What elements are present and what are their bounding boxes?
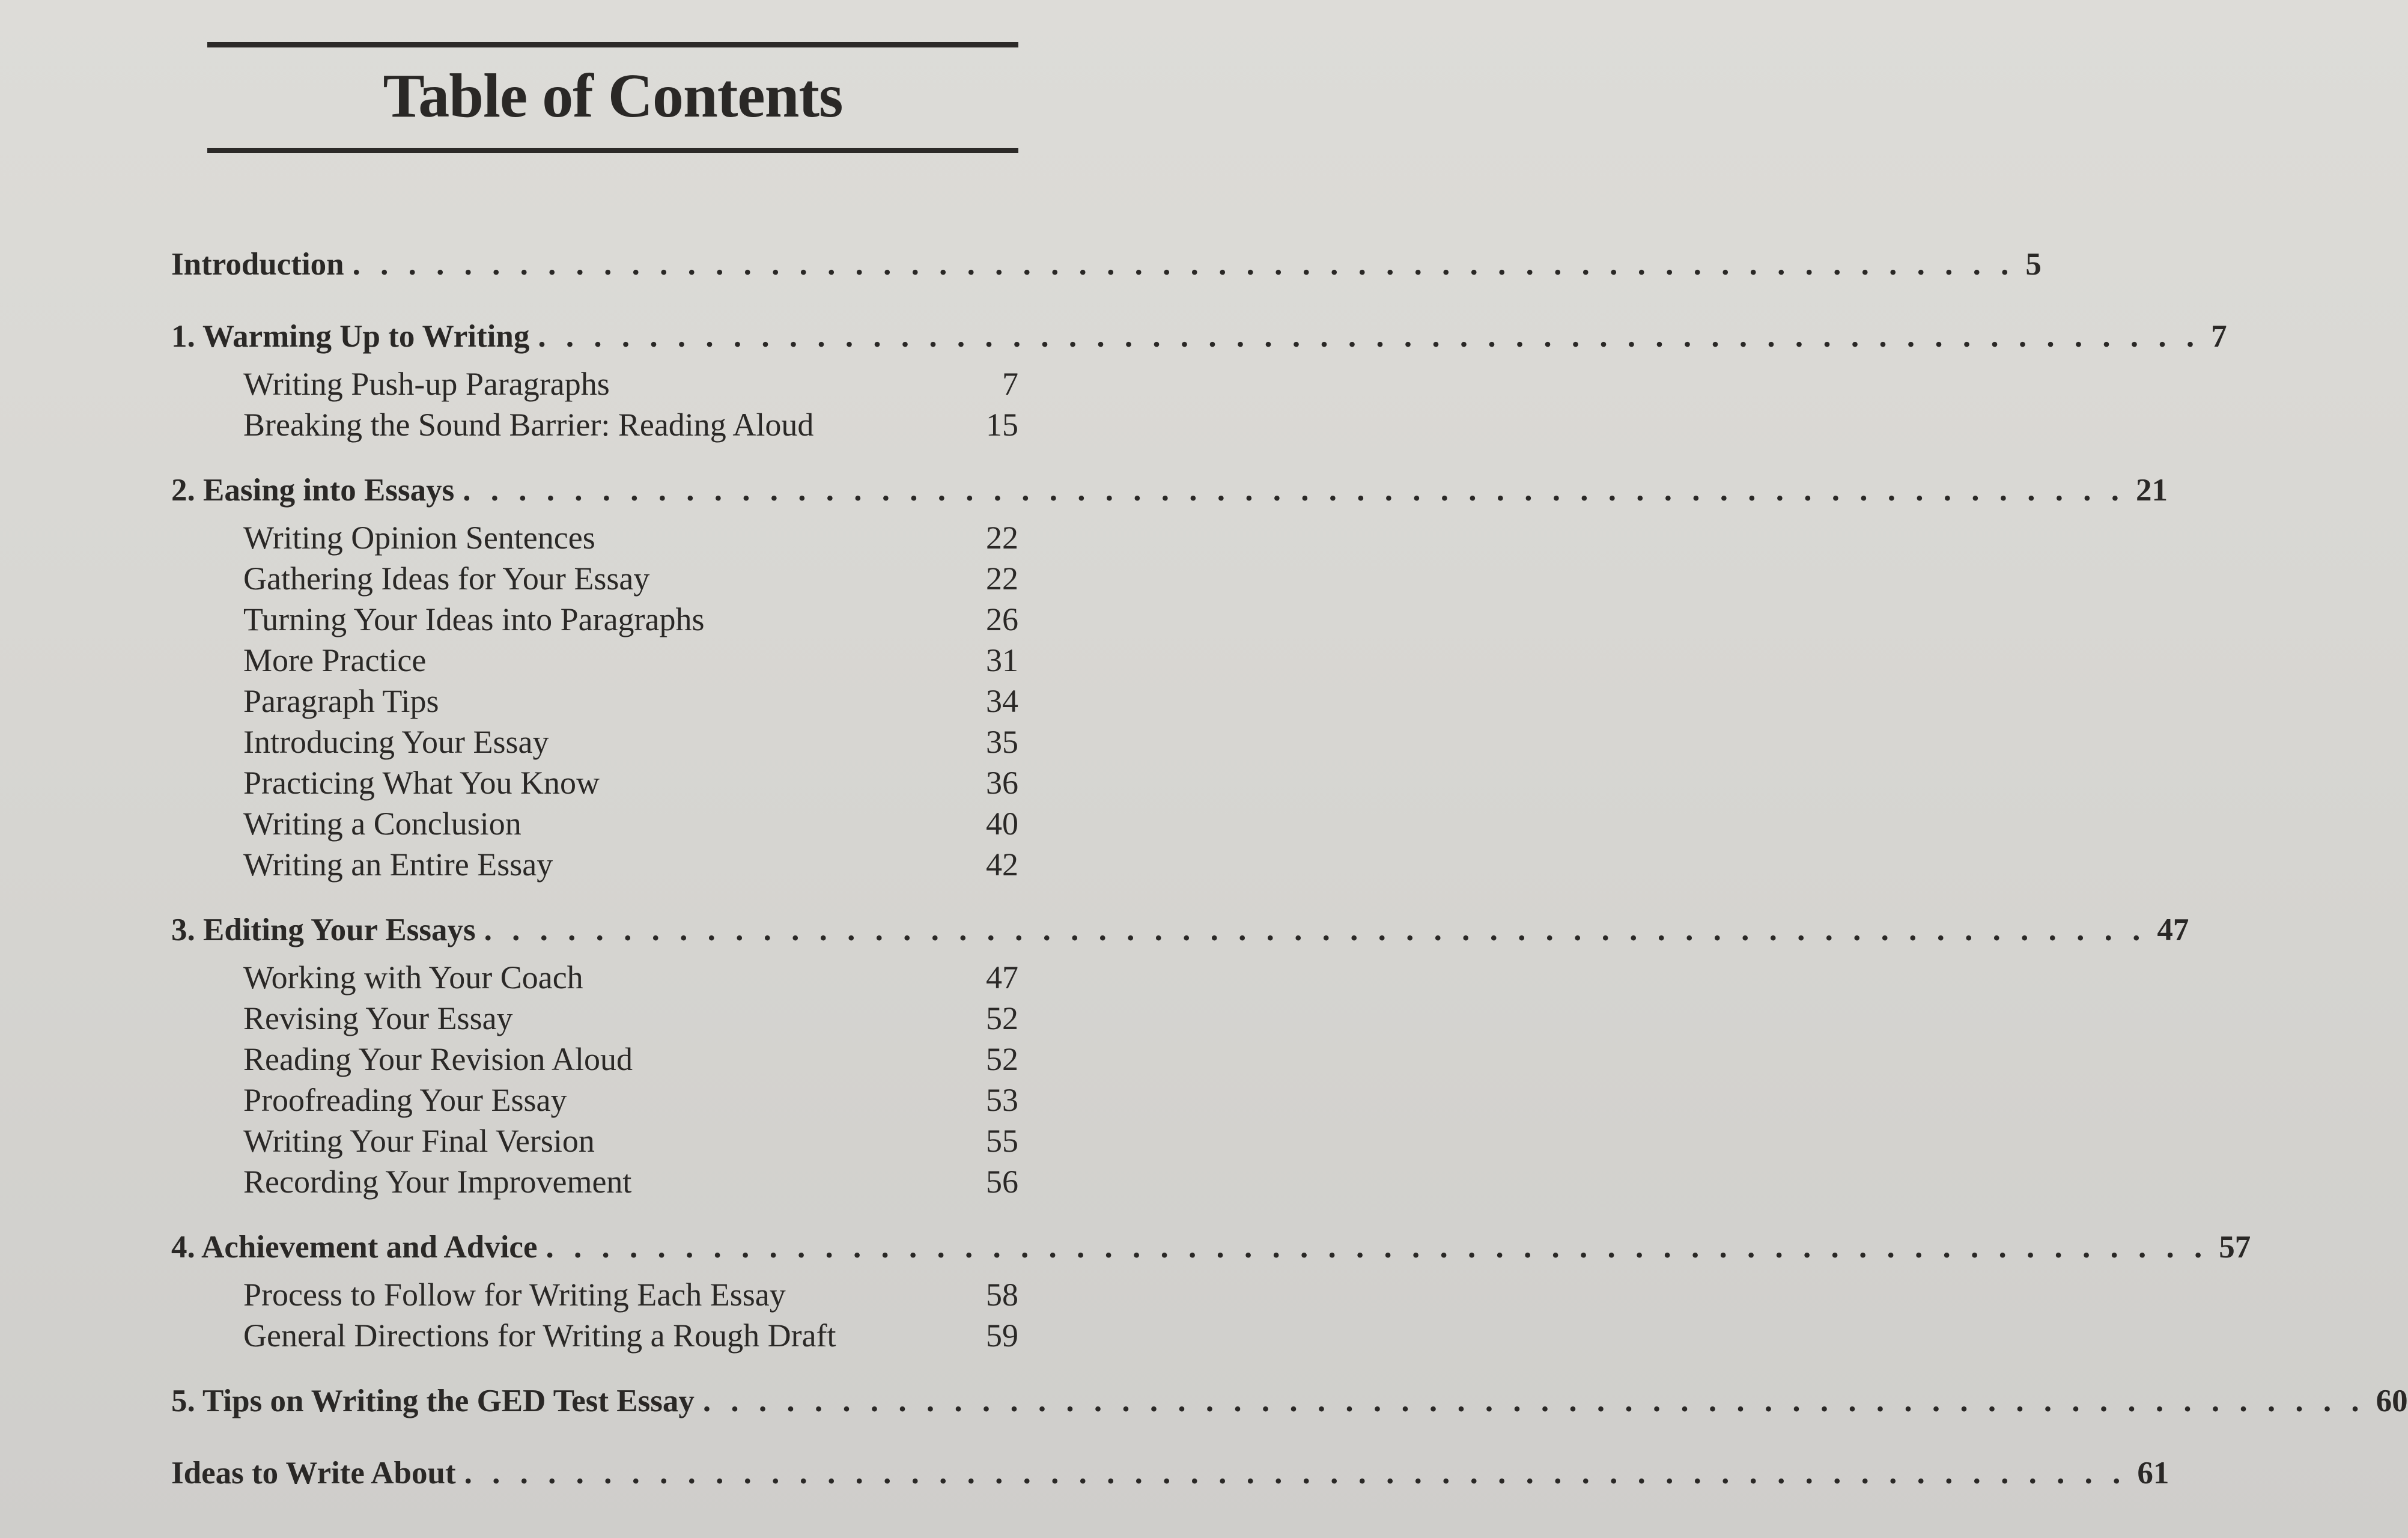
toc-entry-row xyxy=(171,560,1018,601)
toc-entry-row xyxy=(171,682,1018,723)
toc-heading-page-number: 7 xyxy=(2211,319,2227,354)
toc-entry-row xyxy=(171,519,1018,560)
toc-section xyxy=(171,318,2227,447)
toc-entry-page-number: 34 xyxy=(986,683,1018,719)
toc-entry-row xyxy=(171,764,1018,805)
toc-heading-row xyxy=(171,1229,2251,1276)
toc-section xyxy=(171,912,2189,1204)
toc-section xyxy=(171,1455,2169,1502)
toc-entry-page-number: 52 xyxy=(986,1000,1018,1036)
toc-entry-row xyxy=(171,1276,1018,1317)
toc-heading-label: 4. Achievement and Advice xyxy=(171,1230,538,1265)
toc-entry-label: Writing an Entire Essay xyxy=(243,847,553,883)
toc-entry-page-number: 52 xyxy=(986,1041,1018,1077)
toc-entry-label: Practicing What You Know xyxy=(243,765,600,801)
toc-entry-label: Writing Opinion Sentences xyxy=(243,520,595,556)
dot-leader: . . . . . . . . . . . . . . . . . . . . . . . . . . . . . . . . . . . . . . . . . . . . . . . . . . . . . . . . . . . . xyxy=(702,1384,2365,1418)
toc-entry-row xyxy=(171,406,1018,447)
toc-entry-row xyxy=(171,723,1018,764)
toc-entry-page-number: 47 xyxy=(986,959,1018,995)
toc-entry-page-number: 58 xyxy=(986,1277,1018,1313)
toc-heading-row xyxy=(171,472,2168,519)
toc-heading-page-number: 57 xyxy=(2219,1230,2251,1265)
toc-entry-row xyxy=(171,601,1018,642)
toc-entry-row xyxy=(171,1081,1018,1122)
toc-entry-row xyxy=(171,1317,1018,1358)
dot-leader: . . . . . . . . . . . . . . . . . . . . . . . . . . . . . . . . . . . . . . . . . . . . . . . . . . . . . . . . . . . . xyxy=(352,247,2015,282)
dot-leader: . . . . . . . . . . . . . . . . . . . . . . . . . . . . . . . . . . . . . . . . . . . . . . . . . . . . . . . . . . . . xyxy=(464,1456,2127,1491)
page-title: Table of Contents xyxy=(383,61,843,130)
toc-entry-label: Revising Your Essay xyxy=(243,1000,513,1036)
toc-section xyxy=(171,1383,2408,1430)
toc-heading-label: Introduction xyxy=(171,247,344,282)
toc-entry-row xyxy=(171,1000,1018,1041)
dot-leader: . . . . . . . . . . . . . . . . . . . . . . . . . . . . . . . . . . . . . . . . . . . . . . . . . . . . . . . . . . . . xyxy=(546,1230,2209,1265)
title-top-rule xyxy=(207,42,1018,47)
dot-leader: . . . . . . . . . . . . . . . . . . . . . . . . . . . . . . . . . . . . . . . . . . . . . . . . . . . . . . . . . . . . xyxy=(463,473,2126,508)
dot-leader: . . . . . . . . . . . . . . . . . . . . . . . . . . . . . . . . . . . . . . . . . . . . . . . . . . . . . . . . . . . . xyxy=(484,913,2147,947)
toc-entry-label: Writing Your Final Version xyxy=(243,1123,595,1159)
toc-entry-row xyxy=(171,642,1018,682)
toc-heading-row xyxy=(171,246,2042,293)
toc-heading-page-number: 5 xyxy=(2025,247,2042,282)
toc-heading-label: 2. Easing into Essays xyxy=(171,473,455,508)
toc-heading-label: 3. Editing Your Essays xyxy=(171,913,476,947)
toc-entry-label: Reading Your Revision Aloud xyxy=(243,1041,633,1077)
toc-entry-row xyxy=(171,1041,1018,1081)
toc-entry-page-number: 40 xyxy=(986,806,1018,842)
toc-entry-page-number: 59 xyxy=(986,1318,1018,1354)
toc-heading-row xyxy=(171,318,2227,365)
toc-entry-label: Introducing Your Essay xyxy=(243,724,549,760)
toc-heading-page-number: 47 xyxy=(2157,913,2189,947)
toc-heading-label: Ideas to Write About xyxy=(171,1456,456,1491)
toc-entry-page-number: 26 xyxy=(986,601,1018,637)
toc-entry-label: Recording Your Improvement xyxy=(243,1164,632,1200)
toc-section xyxy=(171,472,2168,887)
toc-entry-page-number: 35 xyxy=(986,724,1018,760)
toc-entry-page-number: 36 xyxy=(986,765,1018,801)
toc-heading-label: 5. Tips on Writing the GED Test Essay xyxy=(171,1384,695,1418)
toc-entry-label: More Practice xyxy=(243,642,427,678)
toc-heading-row xyxy=(171,912,2189,959)
toc-entry-page-number: 42 xyxy=(986,847,1018,883)
toc-entry-label: Writing Push-up Paragraphs xyxy=(243,366,610,402)
toc-entry-page-number: 22 xyxy=(986,561,1018,597)
toc-entry-row xyxy=(171,1163,1018,1204)
toc-entry-page-number: 31 xyxy=(986,642,1018,678)
toc-entry-label: General Directions for Writing a Rough Draft xyxy=(243,1318,836,1354)
table-of-contents xyxy=(171,246,2408,1527)
toc-section xyxy=(171,246,2042,293)
toc-heading-row xyxy=(171,1383,2408,1430)
toc-entry-label: Proofreading Your Essay xyxy=(243,1082,567,1118)
toc-entry-page-number: 15 xyxy=(986,407,1018,443)
toc-entry-row xyxy=(171,846,1018,887)
toc-entry-label: Breaking the Sound Barrier: Reading Aloud xyxy=(243,407,814,443)
toc-entry-label: Process to Follow for Writing Each Essay xyxy=(243,1277,786,1313)
toc-entry-row xyxy=(171,805,1018,846)
toc-entry-page-number: 7 xyxy=(1002,366,1018,402)
toc-entry-row xyxy=(171,959,1018,1000)
toc-heading-page-number: 61 xyxy=(2137,1456,2169,1491)
toc-entry-label: Paragraph Tips xyxy=(243,683,439,719)
toc-entry-label: Working with Your Coach xyxy=(243,959,583,995)
toc-section xyxy=(171,1229,2251,1358)
title-bottom-rule xyxy=(207,148,1018,153)
toc-entry-label: Turning Your Ideas into Paragraphs xyxy=(243,601,705,637)
toc-entry-page-number: 56 xyxy=(986,1164,1018,1200)
toc-entry-page-number: 22 xyxy=(986,520,1018,556)
toc-entry-page-number: 55 xyxy=(986,1123,1018,1159)
toc-heading-row xyxy=(171,1455,2169,1502)
toc-entry-page-number: 53 xyxy=(986,1082,1018,1118)
dot-leader: . . . . . . . . . . . . . . . . . . . . . . . . . . . . . . . . . . . . . . . . . . . . . . . . . . . . . . . . . . . . xyxy=(538,319,2201,354)
toc-heading-label: 1. Warming Up to Writing xyxy=(171,319,530,354)
toc-entry-row xyxy=(171,1122,1018,1163)
toc-heading-page-number: 60 xyxy=(2376,1384,2408,1418)
toc-entry-label: Gathering Ideas for Your Essay xyxy=(243,561,650,597)
toc-heading-page-number: 21 xyxy=(2136,473,2168,508)
toc-entry-label: Writing a Conclusion xyxy=(243,806,521,842)
toc-entry-row xyxy=(171,365,1018,406)
